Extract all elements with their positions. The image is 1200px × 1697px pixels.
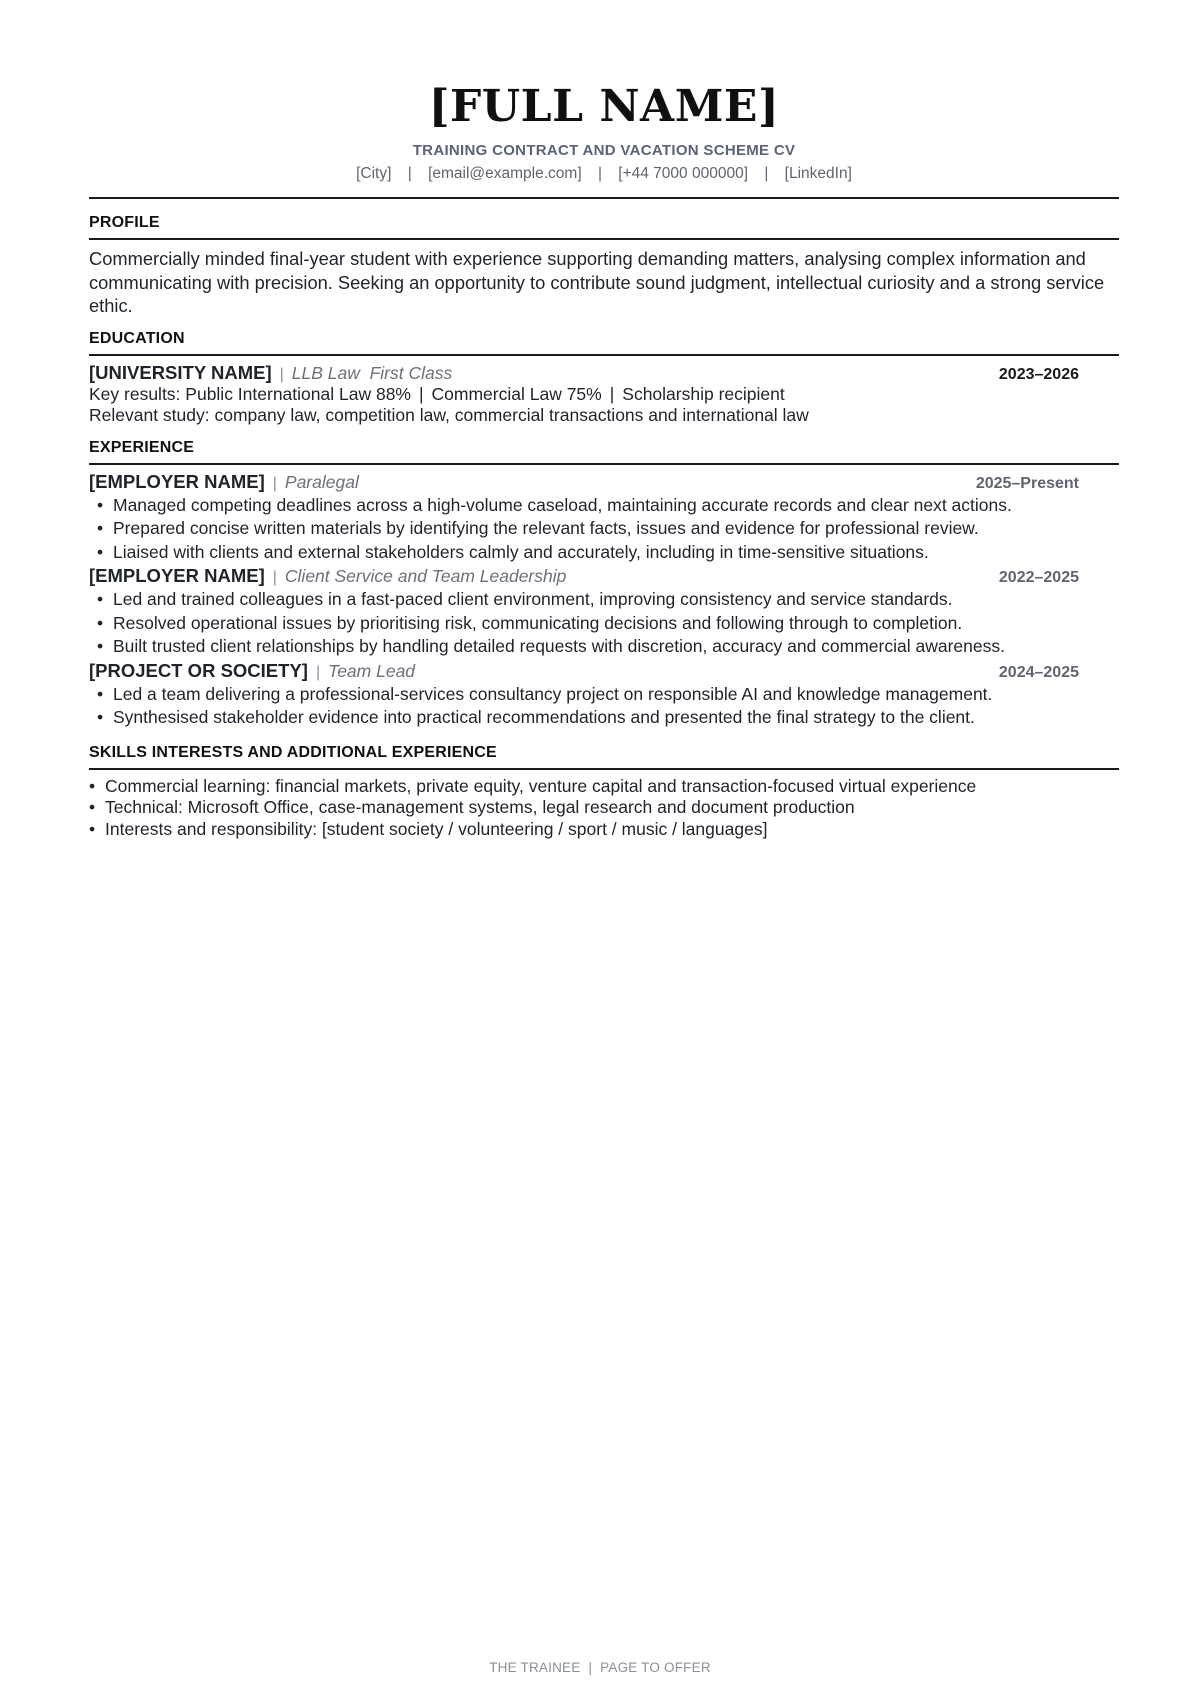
employer-name: [EMPLOYER NAME] xyxy=(89,565,265,586)
section-title-education: EDUCATION xyxy=(89,330,1119,356)
skills-list xyxy=(89,776,1119,841)
contact-phone: [+44 7000 000000] xyxy=(618,165,749,182)
page-footer xyxy=(0,1660,1200,1675)
section-title-profile: PROFILE xyxy=(89,214,1119,240)
contact-separator: | xyxy=(597,165,602,182)
profile-text: Commercially minded final-year student with experience supporting demanding matters, analysing complex information and communicating with precision. Seeking an opportunity to contribute sound judgment, intellectual curiosity and a strong service ethic. xyxy=(89,248,1105,316)
job-role: Team Lead xyxy=(328,660,416,681)
entry-separator: | xyxy=(279,365,284,383)
skill-item: • Commercial learning: financial markets, private equity, venture capital and transaction-focused virtual experience xyxy=(89,776,1119,798)
relevant-study: Relevant study: company law, competition law, commercial transactions and international law xyxy=(89,405,809,425)
experience-bullets xyxy=(89,588,1119,659)
experience-bullets xyxy=(89,683,1119,730)
skill-item: • Technical: Microsoft Office, case-management systems, legal research and document production xyxy=(89,797,1119,819)
contact-line xyxy=(89,165,1119,183)
contact-separator: | xyxy=(407,165,412,182)
bullet-item: • Led and trained colleagues in a fast-paced client environment, improving consistency and service standards. xyxy=(97,588,1119,612)
full-name: [FULL NAME] xyxy=(428,81,780,132)
footer-left: THE TRAINEE xyxy=(489,1660,581,1675)
experience-entry xyxy=(89,660,1119,730)
experience-entry xyxy=(89,471,1119,565)
entry-separator: | xyxy=(272,569,277,586)
contact-city: [City] xyxy=(356,165,392,182)
bullet-item: • Synthesised stakeholder evidence into practical recommendations and presented the final strategy to the client. xyxy=(97,706,1119,730)
result-item: Scholarship recipient xyxy=(622,383,785,404)
experience-entry-header xyxy=(89,565,1119,587)
experience-entry xyxy=(89,565,1119,659)
education-entry-header xyxy=(89,362,1119,384)
project-name: [PROJECT OR SOCIETY] xyxy=(89,659,308,681)
result-item: Commercial Law 75% xyxy=(431,383,602,404)
bullet-item: • Resolved operational issues by prioritising risk, communicating decisions and following through to completion. xyxy=(97,612,1119,636)
entry-separator: | xyxy=(272,474,277,492)
result-separator: | xyxy=(609,383,615,404)
experience-date: 2024–2025 xyxy=(998,663,1079,681)
section-title-skills: SKILLS INTERESTS AND ADDITIONAL EXPERIENCE xyxy=(89,744,1119,770)
job-role: Paralegal xyxy=(284,471,359,492)
result-item: Key results: Public International Law 88% xyxy=(89,383,411,404)
bullet-item: • Built trusted client relationships by handling detailed requests with discretion, accuracy and commercial awareness. xyxy=(97,635,1119,659)
entry-separator: | xyxy=(315,663,321,681)
experience-entry-header xyxy=(89,471,1119,493)
contact-separator: | xyxy=(764,165,769,182)
job-role: Client Service and Team Leadership xyxy=(284,566,567,586)
contact-linkedin: [LinkedIn] xyxy=(784,165,852,182)
contact-email: [email@example.com] xyxy=(428,165,582,182)
degree: LLB Law First Class xyxy=(291,362,453,383)
experience-bullets xyxy=(89,494,1119,565)
bullet-item: • Prepared concise written materials by identifying the relevant facts, issues and evidence for professional review. xyxy=(97,517,1119,541)
result-separator: | xyxy=(418,383,424,404)
experience-entry-header xyxy=(89,660,1119,682)
bullet-item: • Led a team delivering a professional-services consultancy project on responsible AI and knowledge management. xyxy=(97,683,1119,707)
cv-page xyxy=(89,0,1119,840)
experience-date: 2022–2025 xyxy=(998,569,1079,586)
section-title-experience: EXPERIENCE xyxy=(89,439,1119,465)
skill-item: • Interests and responsibility: [student society / volunteering / sport / music / languages] xyxy=(89,819,1119,841)
footer-right: PAGE TO OFFER xyxy=(600,1660,711,1675)
experience-date: 2025–Present xyxy=(975,474,1079,492)
university-name: [UNIVERSITY NAME] xyxy=(89,361,272,383)
employer-name: [EMPLOYER NAME] xyxy=(89,470,265,492)
bullet-item: • Liaised with clients and external stakeholders calmly and accurately, including in time-sensitive situations. xyxy=(97,541,1119,565)
header-divider xyxy=(89,197,1119,199)
cv-subtitle: TRAINING CONTRACT AND VACATION SCHEME CV xyxy=(412,142,796,159)
footer-separator: | xyxy=(588,1660,593,1675)
bullet-item: • Managed competing deadlines across a high-volume caseload, maintaining accurate records and clear next actions. xyxy=(97,494,1119,518)
key-results xyxy=(89,384,1119,406)
education-date: 2023–2026 xyxy=(998,365,1079,383)
